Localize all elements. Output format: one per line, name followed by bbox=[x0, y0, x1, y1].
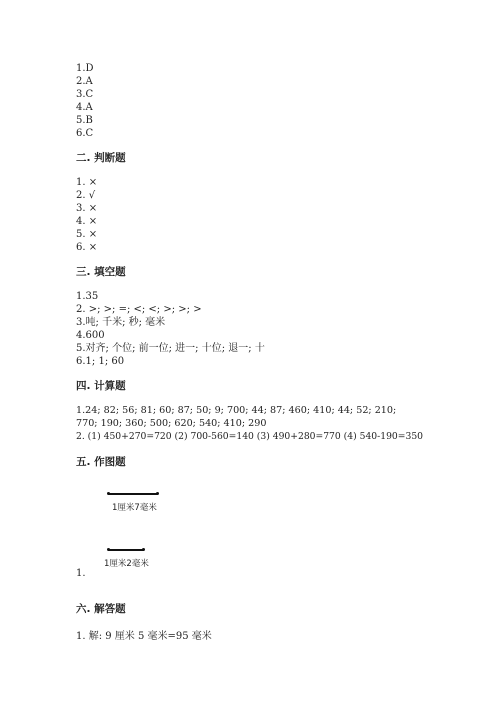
calc-answer-1-line-2: 770; 190; 360; 500; 620; 540; 410; 290 bbox=[76, 418, 267, 429]
solve-answer-1: 1. 解: 9 厘米 5 毫米=95 毫米 bbox=[76, 631, 212, 642]
fill-answer-5: 5.对齐; 个位; 前一位; 进一; 十位; 退一; 十 bbox=[76, 343, 265, 354]
fill-answer-4: 4.600 bbox=[76, 330, 105, 341]
segment-1-label: 1厘米7毫米 bbox=[112, 503, 157, 513]
fill-answer-6: 6.1; 1; 60 bbox=[76, 356, 125, 367]
segment-2-line bbox=[108, 549, 144, 551]
judge-answer-5: 5. × bbox=[76, 229, 98, 240]
segment-1-line bbox=[108, 493, 158, 495]
judge-answer-1: 1. × bbox=[76, 177, 98, 188]
judge-answer-6: 6. × bbox=[76, 242, 98, 253]
segment-2-label: 1厘米2毫米 bbox=[104, 559, 149, 569]
judge-answer-4: 4. × bbox=[76, 216, 98, 227]
judge-answer-3: 3. × bbox=[76, 203, 98, 214]
choice-answer-3: 3.C bbox=[76, 89, 94, 100]
fill-answer-1: 1.35 bbox=[76, 291, 99, 302]
fill-answer-2: 2. >; >; =; <; <; >; >; > bbox=[76, 304, 202, 315]
judge-heading: 二. 判断题 bbox=[76, 152, 126, 164]
calc-answer-2: 2. (1) 450+270=720 (2) 700-560=140 (3) 490+280=770 (4) 540-190=350 bbox=[76, 431, 424, 442]
draw-heading: 五. 作图题 bbox=[76, 456, 126, 468]
fill-heading: 三. 填空题 bbox=[76, 266, 126, 278]
judge-answer-2: 2. √ bbox=[76, 190, 96, 201]
choice-answer-6: 6.C bbox=[76, 128, 94, 139]
calc-heading: 四. 计算题 bbox=[76, 380, 126, 392]
solve-heading: 六. 解答题 bbox=[76, 603, 126, 615]
choice-answer-1: 1.D bbox=[76, 63, 94, 74]
calc-answer-1-line-1: 1.24; 82; 56; 81; 60; 87; 50; 9; 700; 44; 87; 460; 410; 44; 52; 210; bbox=[76, 405, 397, 416]
draw-item-number: 1. bbox=[76, 568, 86, 579]
choice-answer-4: 4.A bbox=[76, 102, 93, 113]
choice-answer-5: 5.B bbox=[76, 115, 93, 126]
choice-answer-2: 2.A bbox=[76, 76, 93, 87]
fill-answer-3: 3.吨; 千米; 秒; 毫米 bbox=[76, 317, 166, 328]
